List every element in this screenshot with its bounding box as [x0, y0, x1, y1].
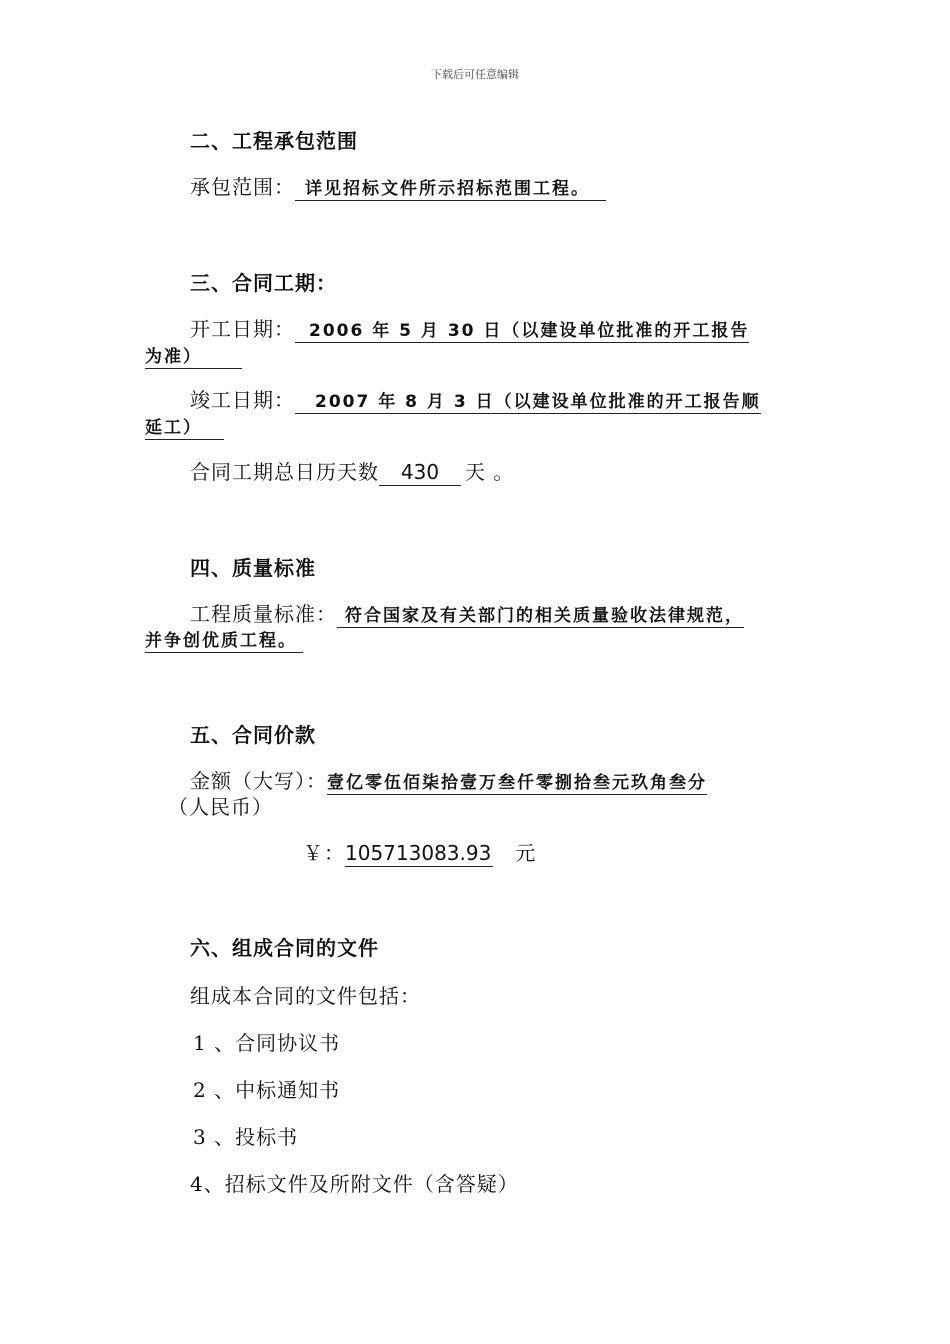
- section-4-title: 四、质量标准: [190, 556, 316, 580]
- quality-label: 工程质量标准：: [190, 602, 337, 626]
- section-2-title: 二、工程承包范围: [190, 129, 358, 153]
- start-date-value-cont: 为准）: [145, 347, 242, 369]
- end-date-value: 2007 年 8 月 3 日（以建设单位批准的开工报告顺: [295, 392, 761, 414]
- amount-words-row: [190, 765, 707, 794]
- document-item-4: 4、招标文件及所附文件（含答疑）: [190, 1172, 519, 1196]
- document-item-3: 3 、投标书: [193, 1125, 299, 1149]
- amount-words-value: 壹亿零伍佰柒拾壹万叁仟零捌拾叁元玖角叁分: [327, 773, 707, 793]
- currency-note: （人民币）: [168, 795, 273, 819]
- page-header-note: 下载后可任意编辑: [431, 68, 519, 81]
- end-date-label: 竣工日期：: [190, 388, 295, 412]
- end-date-row: [190, 384, 761, 413]
- total-days-prefix: 合同工期总日历天数: [190, 460, 379, 484]
- scope-label: 承包范围：: [190, 175, 295, 199]
- section-6-title: 六、组成合同的文件: [190, 936, 379, 960]
- quality-value-cont: 并争创优质工程。: [145, 631, 303, 653]
- total-days-value: 430: [379, 460, 461, 486]
- scope-row: [190, 171, 606, 200]
- yen-unit: 元: [515, 841, 537, 865]
- start-date-row: [190, 313, 749, 342]
- end-date-row-2: [145, 413, 224, 438]
- scope-value: 详见招标文件所示招标范围工程。: [295, 179, 606, 201]
- total-days-row: [190, 456, 514, 486]
- document-item-1: 1 、合同协议书: [193, 1031, 341, 1055]
- section-5-title: 五、合同价款: [190, 723, 316, 747]
- start-date-label: 开工日期：: [190, 317, 295, 341]
- quality-value: 符合国家及有关部门的相关质量验收法律规范，: [337, 606, 744, 628]
- end-date-value-cont: 延工）: [145, 418, 224, 440]
- yen-value: 105713083.93: [345, 841, 492, 865]
- document-item-2: 2 、中标通知书: [193, 1078, 341, 1102]
- start-date-row-2: [145, 342, 242, 367]
- amount-figure-row: [303, 837, 536, 866]
- total-days-suffix: 天 。: [465, 460, 515, 484]
- section-3-title: 三、合同工期：: [190, 271, 337, 295]
- documents-intro: 组成本合同的文件包括：: [190, 984, 421, 1008]
- quality-row-2: [145, 626, 303, 651]
- yen-label: ￥：: [303, 841, 345, 865]
- quality-row: [190, 598, 744, 627]
- amount-label: 金额（大写）：: [190, 769, 327, 793]
- start-date-value: 2006 年 5 月 30 日（以建设单位批准的开工报告: [295, 321, 749, 343]
